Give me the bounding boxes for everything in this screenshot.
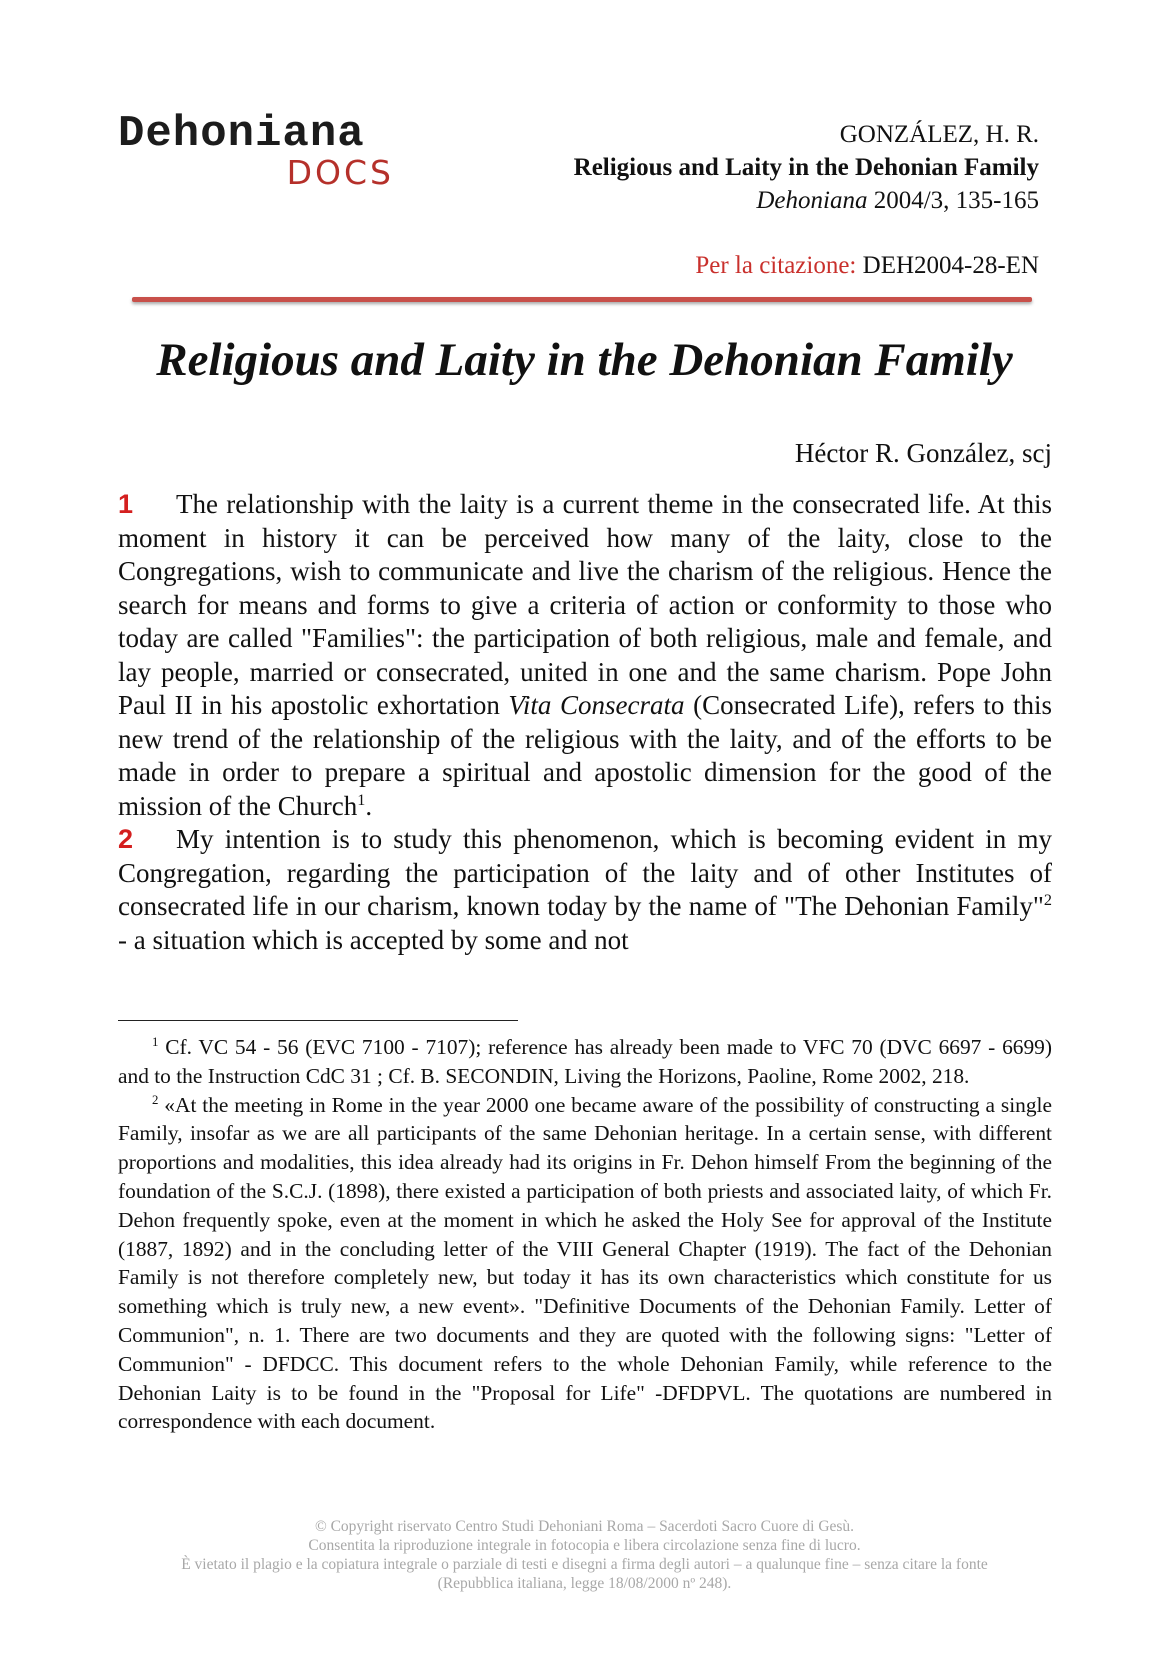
footnote-mark: 1	[152, 1034, 159, 1049]
paragraph	[118, 488, 1052, 823]
footnote-text: «At the meeting in Rome in the year 2000 one became aware of the possibility of constructing a single Family, insofar as we are all participants of the same Dehonian heritage. In a certain sense, with different proportions and modalities, this idea already had its origins in Fr. Dehon himself From the beginning of the foundation of the S.C.J. (1898), there existed a participation of both priests and associated laity, of which Fr. Dehon frequently spoke, even at the moment in which he asked the Holy See for approval of the Institute (1887, 1892) and in the concluding letter of the VIII General Chapter (1919). The fact of the Dehonian Family is not therefore completely new, but today it has its own characteristics which constitute for us something which is truly new, a new event». "Definitive Documents of the Dehonian Family. Letter of Communion", n. 1. There are two documents and they are quoted with the following signs: "Letter of Communion" - DFDCC. This document refers to the whole Dehonian Family, while reference to the Dehonian Laity is to be found in the "Proposal for Life" -DFDPVL. The quotations are numbered in correspondence with each document.	[118, 1092, 1052, 1434]
reference-author: GONZÁLEZ, H. R.	[839, 121, 1039, 148]
footer-line: (Repubblica italiana, legge 18/08/2000 nº 248).	[437, 1575, 732, 1592]
footer-line: Consentita la riproduzione integrale in fotocopia e libera circolazione senza fine di lucro.	[308, 1537, 861, 1554]
footnotes	[118, 1033, 1052, 1436]
footnote-divider	[118, 1020, 518, 1021]
footnote-ref[interactable]: 2	[1043, 891, 1052, 909]
citation-code: DEH2004-28-EN	[862, 252, 1039, 279]
citation-line	[695, 252, 1039, 280]
reference-issue: 2004/3, 135-165	[873, 187, 1039, 214]
footnote	[118, 1033, 1052, 1091]
paragraph-number: 1	[118, 489, 134, 519]
reference-journal: Dehoniana	[756, 187, 868, 214]
footnote-mark: 2	[152, 1092, 159, 1107]
paragraph	[118, 823, 1052, 957]
footer-line: © Copyright riservato Centro Studi Dehoniani Roma – Sacerdoti Sacro Cuore di Gesù.	[314, 1518, 855, 1535]
citation-label: Per la citazione:	[695, 252, 857, 279]
footnote	[118, 1091, 1052, 1437]
work-title: Vita Consecrata	[508, 690, 685, 720]
paragraph-text: My intention is to study this phenomenon, which is becoming evident in my Congregation, regarding the participation of the laity and of other Institutes of consecrated life in our charism, known today by the name of "The Dehonian Family"	[118, 824, 1052, 921]
logo-wordmark: Dehoniana	[118, 109, 365, 159]
paragraph-text: .	[365, 790, 373, 821]
header-divider	[132, 297, 1032, 302]
article-body	[118, 488, 1052, 957]
reference-source	[574, 184, 1039, 217]
byline: Héctor R. González, scj	[794, 438, 1052, 468]
logo-subtitle: DOCS	[286, 153, 394, 192]
paragraph-text: The relationship with the laity is a current theme in the consecrated life. At this moment in history it can be perceived how many of the laity, close to the Congregations, wish to communicate and live the charism of the religious. Hence the search for means and forms to give a criteria of action or conformity to those who today are called "Families": the participation of both religious, male and female, and lay people, married or consecrated, united in one and the same charism. Pope John Paul II in his apostolic exhortation	[118, 489, 1052, 720]
document-title: Religious and Laity in the Dehonian Family	[156, 334, 1013, 386]
paragraph-text: (Consecrated Life), refers to this new trend of the relationship of the religious with the laity, and of the efforts to be made in order to prepare a spiritual and apostolic dimension for the good of the mission of the Church	[118, 690, 1053, 821]
footnote-text: Cf. VC 54 - 56 (EVC 7100 - 7107); reference has already been made to VFC 70 (DVC 6697 - 6699) and to the Instruction CdC 31 ; Cf. B. SECONDIN, Living the Horizons, Paoline, Rome 2002, 218.	[118, 1035, 1052, 1088]
paragraph-number: 2	[118, 824, 134, 854]
dehoniana-docs-logo	[118, 109, 408, 192]
footer-line: È vietato il plagio e la copiatura integrale o parziale di testi e disegni a firma degli autori – a qualunque fine – senza citare la fonte	[181, 1556, 988, 1573]
reference-block	[574, 118, 1039, 217]
copyright-footer	[0, 1517, 1169, 1593]
footnote-ref[interactable]: 1	[357, 790, 366, 809]
reference-title: Religious and Laity in the Dehonian Family	[573, 154, 1039, 181]
paragraph-text: - a situation which is accepted by some and not	[118, 924, 629, 955]
